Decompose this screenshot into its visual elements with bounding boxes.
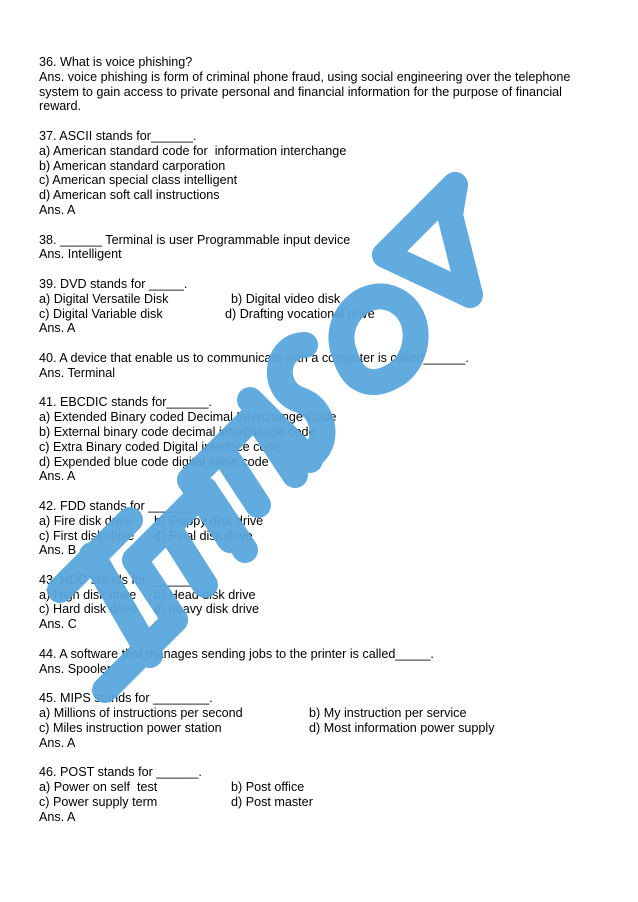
question-36: [39, 55, 599, 114]
answer-text: Ans. A: [39, 735, 76, 750]
option-b: b) Digital video disk: [231, 291, 341, 306]
answer-text: Ans. Intelligent: [39, 247, 122, 262]
question-text: 45. MIPS stands for ________.: [39, 691, 213, 706]
option-b: b) My instruction per service: [309, 706, 467, 721]
question-45: [39, 691, 599, 750]
option-d: d) American soft call instructions: [39, 188, 220, 203]
question-43: [39, 573, 599, 632]
option-d: d) heavy disk drive: [154, 602, 259, 617]
option-a: a) High disk drive: [39, 587, 137, 602]
option-c: c) American special class intelligent: [39, 173, 238, 188]
option-a: a) Digital Versatile Disk: [39, 291, 169, 306]
option-a: a) American standard code for information interchange: [39, 143, 347, 158]
question-text: 39. DVD stands for _____.: [39, 276, 188, 291]
question-text: 36. What is voice phishing?: [39, 55, 193, 69]
question-text: 46. POST stands for ______.: [39, 765, 202, 780]
answer-text: Ans. Terminal: [39, 365, 116, 380]
question-text: 44. A software that manages sending jobs to the printer is called_____.: [39, 646, 434, 661]
option-c: c) Power supply term: [39, 794, 158, 809]
option-c: c) Miles instruction power station: [39, 720, 222, 735]
option-a: a) Millions of instructions per second: [39, 706, 243, 721]
option-a: a) Extended Binary coded Decimal Interchange Code: [39, 410, 337, 425]
answer-text: Ans. A: [39, 469, 76, 484]
option-b: b) Floppy disk drive: [154, 513, 264, 528]
answer-text: Ans. A: [39, 321, 76, 336]
option-b: b) Post office: [231, 780, 305, 795]
question-38: [39, 233, 599, 263]
answer-text: Ans. Spooler: [39, 661, 112, 676]
option-d: d) Drafting vocational drive: [225, 306, 375, 321]
question-text: 40. A device that enable us to communicate with a computer is called______.: [39, 350, 469, 365]
option-a: a) Fire disk drive: [39, 513, 133, 528]
question-text: 42. FDD stands for ______.: [39, 498, 194, 513]
answer-text: Ans. C: [39, 617, 77, 632]
question-text: 41. EBCDIC stands for______.: [39, 395, 212, 410]
question-text: 43. HDD stands for ______.: [39, 572, 196, 587]
question-text: 38. ______ Terminal is user Programmable input device: [39, 232, 351, 247]
option-d: d) Post master: [231, 794, 313, 809]
question-text: 37. ASCII stands for______.: [39, 128, 197, 143]
answer-text: Ans. A: [39, 809, 76, 824]
option-b: b) External binary code decimal interchange code: [39, 424, 316, 439]
option-c: c) Digital Variable disk: [39, 306, 163, 321]
answer-text: Ans. B: [39, 543, 77, 558]
answer-text: Ans. A: [39, 202, 76, 217]
option-c: c) First disk drive: [39, 528, 135, 543]
option-c: c) Hard disk drive: [39, 602, 137, 617]
question-41: [39, 395, 599, 484]
option-d: d) Final disk drive: [154, 528, 253, 543]
option-c: c) Extra Binary coded Digital interface code: [39, 439, 281, 454]
document-page: [39, 55, 599, 824]
option-a: a) Power on self test: [39, 780, 158, 795]
answer-text: Ans. voice phishing is form of criminal phone fraud, using social engineering over the telephone system to gain access to private personal and financial information for the purpose of financial reward.: [39, 69, 571, 114]
option-d: d) Most information power supply: [309, 720, 495, 735]
option-b: b) Head disk drive: [154, 587, 256, 602]
question-42: [39, 499, 599, 558]
option-d: d) Expended blue code digital inline code: [39, 454, 269, 469]
question-46: [39, 765, 599, 824]
question-40: [39, 351, 599, 381]
option-b: b) American standard carporation: [39, 158, 226, 173]
question-44: [39, 647, 599, 677]
question-37: [39, 129, 599, 218]
question-39: [39, 277, 599, 336]
